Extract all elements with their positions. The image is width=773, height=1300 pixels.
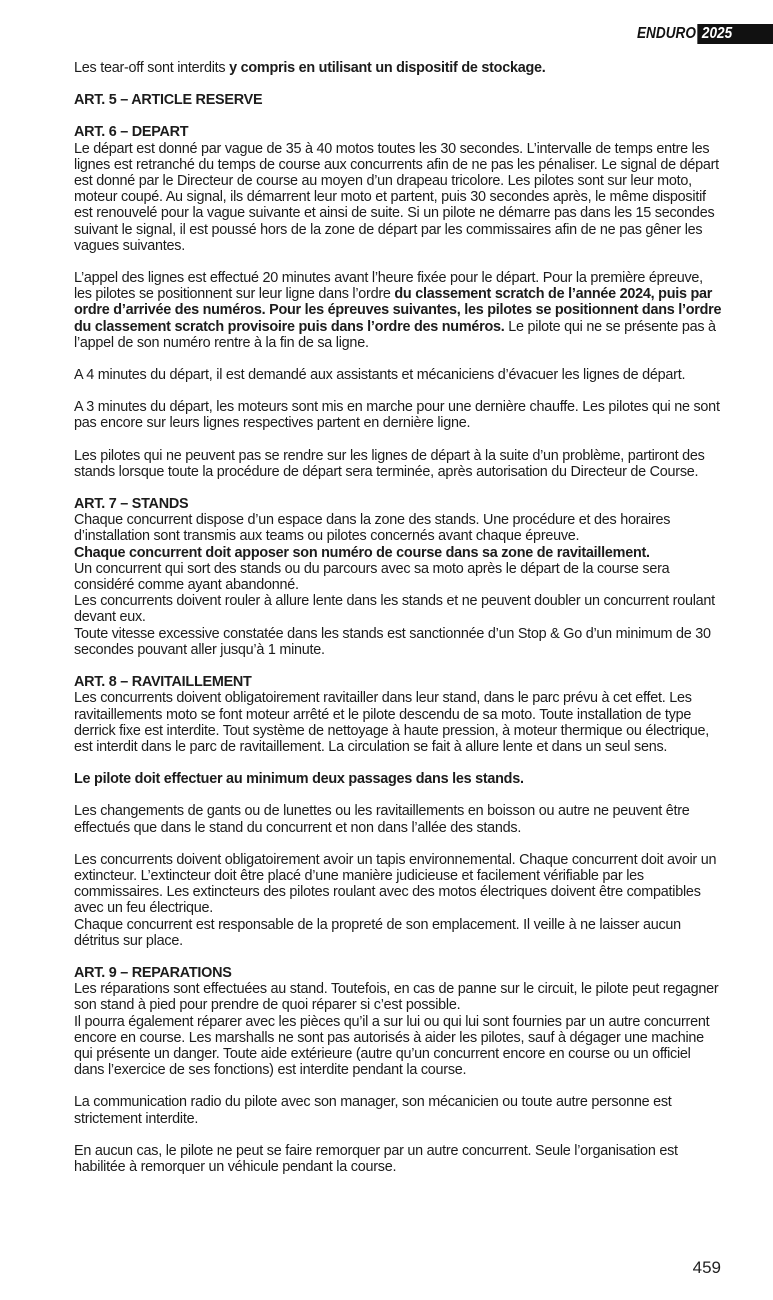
art7-p2-bold: Chaque concurrent doit apposer son numéro de course dans sa zone de ravitaillement. (74, 544, 650, 561)
intro-text: Les tear-off sont interdits (74, 60, 230, 76)
art6-paragraph-1: Le départ est donné par vague de 35 à 40 motos toutes les 30 secondes. L’intervalle de temps entre les lignes est retranché du temps de course aux concurrents afin de ne pas les pénaliser. Le signal de départ est donné par le Directeur de course au moyen d’un drapeau tricolore. Les pilotes sont sur leur moto, moteur coupé. Au signal, ils démarrent leur moto et partent, puis 30 secondes après, le même dispositif est renouvelé pour la vague suivante et ainsi de suite. Si un pilote ne démarre pas dans les 15 secondes suivant le signal, il est poussé hors de la zone de départ par les commissaires afin de ne pas gêner les vagues suivantes. (74, 140, 719, 254)
header-year: 2025 (698, 24, 773, 44)
header-brand: ENDURO (637, 25, 696, 42)
header-badge (637, 24, 773, 44)
intro-paragraph (74, 60, 724, 76)
art7-paragraph-3: Un concurrent qui sort des stands ou du parcours avec sa moto après le départ de la course sera considéré comme ayant abandonné. (74, 560, 670, 594)
art5-heading: ART. 5 – ARTICLE RESERVE (74, 92, 263, 109)
art9-paragraph-2: Il pourra également réparer avec les pièces qu’il a sur lui ou qui lui sont fournies par un autre concurrent encore en course. Les marshalls ne sont pas autorisés à aider les pilotes, sauf à dégager une machine qui présente un danger. Toute aide extérieure (autre qu’un concurrent encore en course ou un officiel dans l’exercice de ses fonctions) est interdite pendant la course. (74, 1013, 710, 1079)
art6-paragraph-5: Les pilotes qui ne peuvent pas se rendre sur les lignes de départ à la suite d’un problème, partiront des stands lorsque toute la procédure de départ sera terminée, après autorisation du Directeur de Course. (74, 447, 705, 480)
art6-p2-bold: du classement scratch de l’année 2024, puis par ordre d’arrivée des numéros. Pour les épreuves suivantes, les pilotes se positionnent dans l’ordre du classement scratch provisoire puis dans l’ordre des numéros. (74, 286, 722, 335)
art6-paragraph-4: A 3 minutes du départ, les moteurs sont mis en marche pour une dernière chauffe. Les pilotes qui ne sont pas encore sur leurs lignes respectives partent en dernière ligne. (74, 399, 720, 432)
art8-heading: ART. 8 – RAVITAILLEMENT (74, 674, 252, 691)
art6-paragraph-2 (74, 270, 724, 351)
art8-paragraph-3: Les changements de gants ou de lunettes ou les ravitaillements en boisson ou autre ne peuvent être effectués que dans le stand du concurrent et non dans l’allée des stands. (74, 803, 690, 836)
art9-heading: ART. 9 – REPARATIONS (74, 964, 232, 981)
art7-paragraph-2 (74, 545, 724, 561)
intro-bold-text: y compris en utilisant un dispositif de stockage. (229, 60, 546, 76)
art8-paragraph-1: Les concurrents doivent obligatoirement ravitailler dans leur stand, dans le parc prévu à cet effet. Les ravitaillements moto se font moteur arrêté et le pilote descendu de sa moto. Toute installation de type derrick fixe est interdite. Tout système de nettoyage à haute pression, à moteur thermique ou électrique, est interdit dans le parc de ravitaillement. La circulation se fait à allure lente et dans un seul sens. (74, 690, 710, 755)
art8-paragraph-5: Chaque concurrent est responsable de la propreté de son emplacement. Il veille à ne laisser aucun détritus sur place. (74, 916, 681, 949)
art7-paragraph-4: Les concurrents doivent rouler à allure lente dans les stands et ne peuvent doubler un concurrent roulant devant eux. (74, 593, 715, 626)
art8-paragraph-4: Les concurrents doivent obligatoirement avoir un tapis environnemental. Chaque concurrent doit avoir un extincteur. L’extincteur doit être placé d’une manière judicieuse et facilement vérifiable par les commissaires. Les extincteurs des pilotes roulant avec des motos électriques doivent être compatibles avec un feu électrique. (74, 851, 717, 917)
art9-paragraph-3: La communication radio du pilote avec son manager, son mécanicien ou toute autre personne est strictement interdite. (74, 1094, 672, 1127)
art6-p2-text-a: L’appel des lignes est effectué 20 minutes avant l’heure fixée pour le départ. Pour la première épreuve, les pilotes se positionnent sur leur ligne dans l’ordre (74, 270, 703, 303)
art8-paragraph-2 (74, 771, 724, 787)
art9-paragraph-4: En aucun cas, le pilote ne peut se faire remorquer par un autre concurrent. Seule l’organisation est habilitée à remorquer un véhicule pendant la course. (74, 1142, 678, 1175)
art7-paragraph-5: Toute vitesse excessive constatée dans les stands est sanctionnée d’un Stop & Go d’un minimum de 30 secondes pouvant aller jusqu’à 1 minute. (74, 625, 711, 658)
art7-paragraph-1: Chaque concurrent dispose d’un espace dans la zone des stands. Une procédure et des horaires d’installation sont transmis aux teams ou pilotes concernés avant chaque épreuve. (74, 512, 671, 545)
art9-paragraph-1: Les réparations sont effectuées au stand. Toutefois, en cas de panne sur le circuit, le pilote peut regagner son stand à pied pour prendre de quoi réparer si c’est possible. (74, 981, 719, 1014)
art6-paragraph-3: A 4 minutes du départ, il est demandé aux assistants et mécaniciens d’évacuer les lignes de départ. (74, 367, 686, 384)
page-number: 459 (692, 1258, 721, 1277)
document-body (74, 60, 724, 1175)
art6-p2-text-b: Le pilote qui ne se présente pas à l’appel de son numéro rentre à la fin de sa ligne. (74, 318, 716, 351)
art7-heading: ART. 7 – STANDS (74, 496, 189, 513)
art8-p2-bold: Le pilote doit effectuer au minimum deux passages dans les stands. (74, 771, 524, 788)
art6-heading: ART. 6 – DEPART (74, 124, 189, 141)
